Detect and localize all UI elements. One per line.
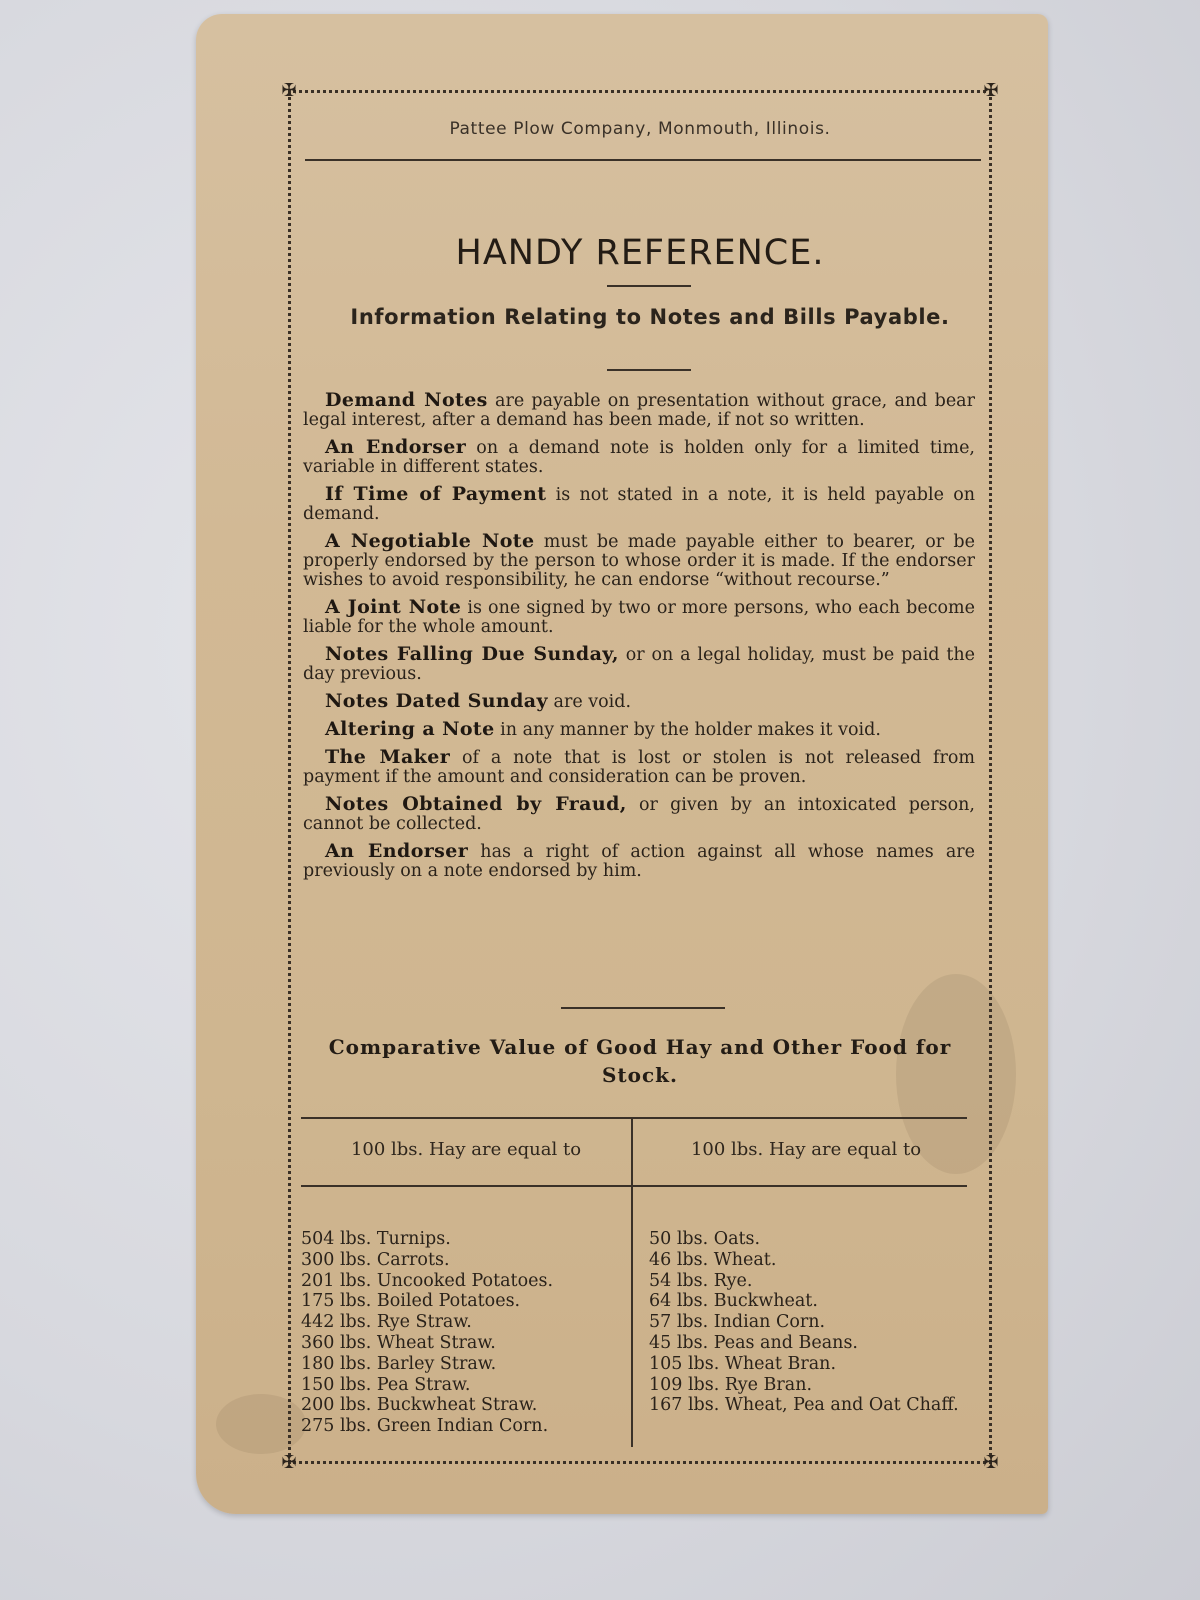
list-item: 45 lbs. Peas and Beans. — [649, 1332, 858, 1353]
note-item — [303, 842, 975, 881]
note-text: is not stated in a note, it is held payable on demand. — [303, 485, 975, 524]
note-text: or given by an intoxicated person, cannot be collected. — [303, 795, 975, 834]
note-term: Notes Dated Sunday — [325, 690, 548, 712]
reference-card — [196, 14, 1048, 1514]
note-term: Altering a Note — [325, 718, 495, 740]
corner-cross-icon: ✠ — [281, 1452, 297, 1473]
page-title: HANDY REFERENCE. — [455, 233, 825, 273]
note-item — [303, 748, 975, 787]
list-item: 504 lbs. Turnips. — [301, 1229, 451, 1249]
list-item: 50 lbs. Oats. — [649, 1229, 761, 1249]
note-text: in any manner by the holder makes it void. — [494, 720, 881, 740]
list-item: 175 lbs. Boiled Potatoes. — [301, 1291, 521, 1312]
table-column-divider — [631, 1117, 633, 1447]
note-item — [303, 795, 975, 834]
note-term: Notes Obtained by Fraud, — [325, 793, 627, 815]
section-rule — [561, 1007, 725, 1009]
list-item: 167 lbs. Wheat, Pea and Oat Chaff. — [649, 1395, 959, 1416]
list-item: 46 lbs. Wheat. — [649, 1249, 777, 1270]
note-text: are payable on presentation without grace, and bear legal interest, after a demand has been made, if not so written. — [303, 391, 975, 430]
note-text: of a note that is lost or stolen is not released from payment if the amount and consideration can be proven. — [303, 748, 975, 787]
list-item: 57 lbs. Indian Corn. — [649, 1312, 826, 1333]
list-item: 109 lbs. Rye Bran. — [649, 1374, 813, 1395]
corner-cross-icon: ✠ — [983, 80, 999, 101]
table-header-rule — [301, 1185, 967, 1187]
note-text: on a demand note is holden only for a limited time, variable in different states. — [303, 438, 975, 477]
title-rule — [607, 285, 691, 287]
note-term: A Negotiable Note — [325, 530, 535, 552]
table-top-rule — [301, 1117, 967, 1119]
left-equivalents-list — [301, 1229, 553, 1437]
note-term: An Endorser — [325, 840, 469, 862]
note-item — [303, 598, 975, 637]
list-item: 360 lbs. Wheat Straw. — [301, 1332, 496, 1353]
list-item: 442 lbs. Rye Straw. — [301, 1312, 472, 1333]
note-term: The Maker — [325, 746, 451, 768]
note-term: Demand Notes — [325, 389, 488, 411]
note-term: A Joint Note — [325, 596, 462, 618]
hay-section-title: Comparative Value of Good Hay and Other Food for Stock. — [328, 1035, 952, 1087]
corner-cross-icon: ✠ — [983, 1452, 999, 1473]
note-item — [303, 391, 975, 430]
hay-table — [301, 1117, 967, 1447]
notes-subtitle: Information Relating to Notes and Bills Payable. — [350, 305, 950, 329]
list-item: 180 lbs. Barley Straw. — [301, 1353, 497, 1374]
list-item: 150 lbs. Pea Straw. — [301, 1374, 471, 1395]
note-item — [303, 692, 975, 712]
notes-list — [303, 391, 975, 889]
right-equivalents-list — [649, 1229, 969, 1416]
note-item — [303, 438, 975, 477]
dotted-border-frame — [281, 80, 999, 1473]
note-text: is one signed by two or more persons, who each become liable for the whole amount. — [303, 598, 975, 637]
right-column-header: 100 lbs. Hay are equal to — [690, 1139, 922, 1160]
note-text: must be made payable either to bearer, or be properly endorsed by the person to whose order it is made. If the endorser wishes to avoid responsibility, he can endorse “without recourse.” — [303, 532, 975, 590]
note-item — [303, 720, 975, 740]
list-item: 201 lbs. Uncooked Potatoes. — [301, 1270, 554, 1291]
note-term: Notes Falling Due Sunday, — [325, 643, 619, 665]
note-text: are void. — [547, 692, 632, 712]
note-item — [303, 532, 975, 590]
list-item: 300 lbs. Carrots. — [301, 1249, 450, 1270]
note-text: has a right of action against all whose names are previously on a note endorsed by him. — [303, 842, 976, 881]
note-term: An Endorser — [325, 436, 467, 458]
corner-cross-icon: ✠ — [281, 80, 297, 101]
subtitle-rule — [607, 369, 691, 371]
note-term: If Time of Payment — [325, 483, 547, 505]
list-item: 64 lbs. Buckwheat. — [649, 1291, 818, 1312]
note-item — [303, 645, 975, 684]
header-divider — [305, 159, 981, 161]
list-item: 105 lbs. Wheat Bran. — [649, 1353, 837, 1374]
left-column-header: 100 lbs. Hay are equal to — [350, 1139, 582, 1160]
note-text: or on a legal holiday, must be paid the day previous. — [303, 645, 975, 684]
company-header: Pattee Plow Company, Monmouth, Illinois. — [449, 119, 831, 139]
list-item: 200 lbs. Buckwheat Straw. — [301, 1395, 538, 1416]
note-item — [303, 485, 975, 524]
list-item: 54 lbs. Rye. — [649, 1270, 753, 1291]
list-item: 275 lbs. Green Indian Corn. — [301, 1416, 549, 1437]
